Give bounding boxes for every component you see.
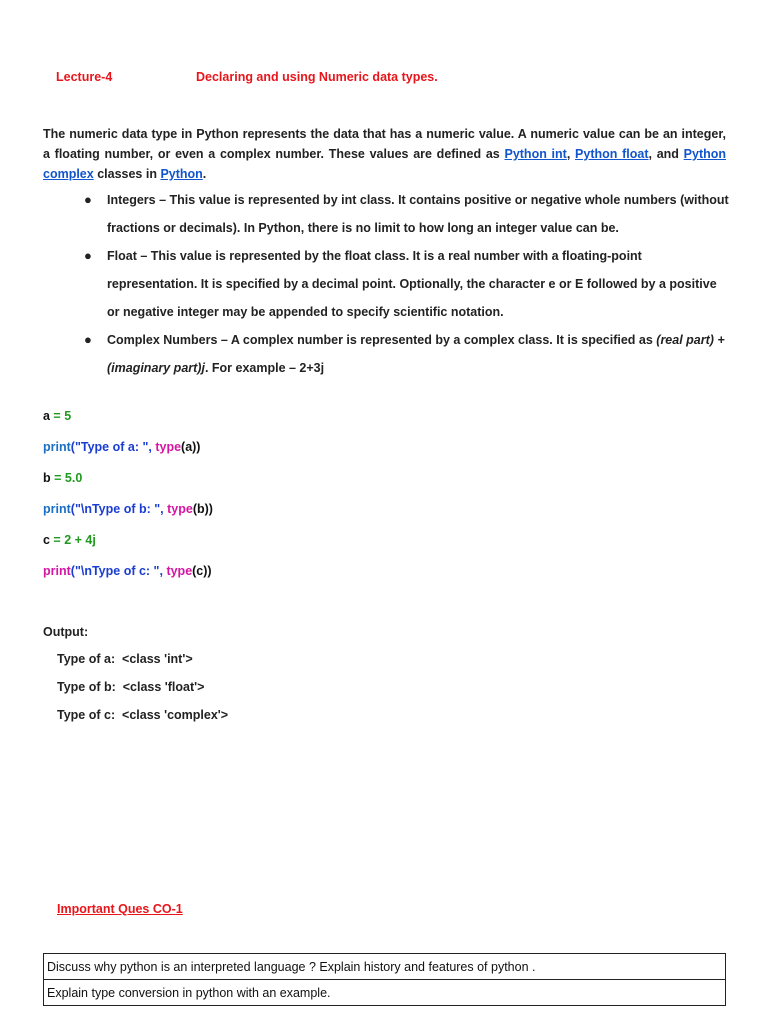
list-item-text: Complex Numbers – A complex number is represented by a complex class. It is specified as bbox=[107, 333, 657, 347]
list-item-text: Integers – This value is represented by int class. It contains positive or negative whole numbers (without fractions or decimals). In Python, there is no limit to how long an integer value can be. bbox=[107, 193, 729, 235]
code-value: 5 bbox=[64, 409, 72, 423]
code-var: a bbox=[43, 409, 50, 423]
important-questions-title: Important Ques CO-1 bbox=[57, 902, 183, 916]
code-line-2 bbox=[43, 440, 200, 454]
list-item-text: Float – This value is represented by the float class. It is a real number with a floating-point representation. It is specified by a decimal point. Optionally, the character e or E followed by a positive or negative integer may be appended to specify scientific notation. bbox=[107, 249, 717, 319]
code-arg: (b)) bbox=[192, 502, 213, 516]
list-item-float bbox=[80, 242, 730, 326]
code-value: 2 + 4j bbox=[64, 533, 96, 547]
table-row bbox=[44, 954, 726, 980]
bullet-icon: ● bbox=[84, 248, 92, 263]
code-value: 5.0 bbox=[64, 471, 83, 485]
code-op: = bbox=[49, 409, 65, 423]
code-var: b bbox=[43, 471, 51, 485]
code-arg: (a)) bbox=[181, 440, 201, 454]
code-var: c bbox=[43, 533, 50, 547]
code-function: print bbox=[43, 564, 71, 578]
intro-text-1: The numeric data type in Python represents the data that has a numeric value. A numeric value can be an integer, a floating number, or even a complex number. These values are defined as bbox=[43, 127, 726, 161]
lecture-header bbox=[56, 70, 438, 84]
list-item-complex bbox=[80, 326, 730, 382]
code-op: = bbox=[49, 533, 65, 547]
list-item-italic: (real part) + (imaginary part)j bbox=[107, 333, 725, 375]
code-line-6 bbox=[43, 564, 212, 578]
list-item-integers bbox=[80, 186, 730, 242]
code-op: = bbox=[50, 471, 65, 485]
code-string: ("\nType of b: ", bbox=[70, 502, 168, 516]
intro-sep-2: , and bbox=[648, 147, 684, 161]
output-line-1: Type of a: <class 'int'> bbox=[57, 652, 193, 666]
output-line-3: Type of c: <class 'complex'> bbox=[57, 708, 229, 722]
code-arg: (c)) bbox=[192, 564, 212, 578]
lecture-number: Lecture-4 bbox=[56, 70, 113, 84]
intro-text-2: classes in bbox=[93, 167, 161, 181]
code-builtin: type bbox=[155, 440, 182, 454]
link-python-int[interactable]: Python int bbox=[504, 147, 567, 161]
output-label: Output: bbox=[43, 625, 89, 639]
code-builtin: type bbox=[166, 564, 193, 578]
numeric-types-list bbox=[80, 186, 730, 382]
bullet-icon: ● bbox=[84, 192, 92, 207]
question-cell: Explain type conversion in python with an example. bbox=[44, 980, 726, 1006]
code-line-4 bbox=[43, 502, 213, 516]
code-line-3 bbox=[43, 471, 82, 485]
lecture-title: Declaring and using Numeric data types. bbox=[196, 70, 438, 84]
bullet-icon: ● bbox=[84, 332, 92, 347]
code-line-1 bbox=[43, 409, 71, 423]
code-line-5 bbox=[43, 533, 96, 547]
intro-sep-1: , bbox=[566, 147, 576, 161]
intro-text-3: . bbox=[202, 167, 207, 181]
intro-paragraph bbox=[43, 124, 726, 184]
code-builtin: type bbox=[167, 502, 193, 516]
link-python[interactable]: Python bbox=[160, 167, 203, 181]
code-string: ("\nType of c: ", bbox=[70, 564, 167, 578]
code-function: print bbox=[43, 440, 71, 454]
link-python-complex[interactable]: Python complex bbox=[43, 147, 727, 181]
link-python-float[interactable]: Python float bbox=[575, 147, 649, 161]
question-cell: Discuss why python is an interpreted language ? Explain history and features of python . bbox=[44, 954, 726, 980]
output-line-2: Type of b: <class 'float'> bbox=[57, 680, 205, 694]
list-item-text-end: . For example – 2+3j bbox=[204, 361, 325, 375]
table-row bbox=[44, 980, 726, 1006]
code-string: ("Type of a: ", bbox=[70, 440, 156, 454]
questions-table bbox=[43, 953, 726, 1006]
code-function: print bbox=[43, 502, 71, 516]
